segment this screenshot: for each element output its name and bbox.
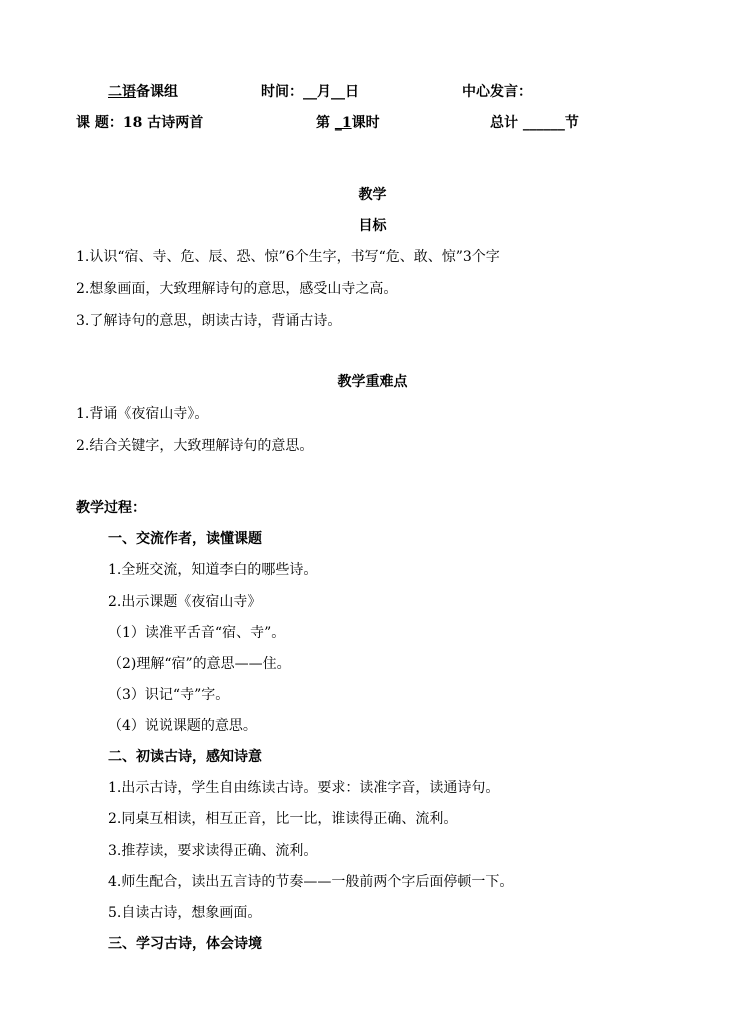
day-blank: __ <box>331 84 345 100</box>
section1-title: 一、交流作者，读懂课题 <box>108 531 262 547</box>
section3-title: 三、学习古诗，体会诗境 <box>108 936 262 952</box>
section1-item: （4）说说课题的意思。 <box>108 718 257 734</box>
time-label: 时间： <box>261 84 303 100</box>
lesson-number: _1 <box>334 115 352 131</box>
section2-item: 3.推荐读，要求读得正确、流利。 <box>108 843 318 859</box>
time-field <box>261 82 359 102</box>
objective-item: 2.想象画面，大致理解诗句的意思，感受山寺之高。 <box>76 281 398 297</box>
total-field <box>490 113 579 133</box>
section1-item: （2)理解“宿”的意思——住。 <box>108 656 291 672</box>
section1-item: （3）识记“寺”字。 <box>108 687 230 703</box>
section2-item: 5.自读古诗，想象画面。 <box>108 905 262 921</box>
key-points-heading: 教学重难点 <box>337 374 408 390</box>
key-point-item: 1.背诵《夜宿山寺》。 <box>76 406 209 422</box>
objectives-heading-line2: 目标 <box>358 218 387 234</box>
topic-title: 18 古诗两首 <box>122 115 204 131</box>
month-blank: __ <box>303 84 317 100</box>
section2-item: 1.出示古诗，学生自由练读古诗。要求：读准字音，读通诗句。 <box>108 780 500 796</box>
section1-item: 1.全班交流，知道李白的哪些诗。 <box>108 562 318 578</box>
group-field <box>108 82 178 102</box>
topic-label: 课 题： <box>76 115 123 131</box>
total-label: 总计 <box>490 115 523 131</box>
process-heading: 教学过程： <box>76 500 146 516</box>
objectives-heading-line1: 教学 <box>358 187 387 203</box>
objective-item: 1.认识“宿、寺、危、辰、恐、惊”6个生字，书写“危、敢、惊”3个字 <box>76 249 500 265</box>
objective-item: 3.了解诗句的意思，朗读古诗，背诵古诗。 <box>76 313 342 329</box>
section2-item: 4.师生配合，读出五言诗的节奏——一般前两个字后面停顿一下。 <box>108 874 514 890</box>
section1-item: 2.出示课题《夜宿山寺》 <box>108 594 262 610</box>
month-label: 月 <box>317 84 331 100</box>
total-suffix: 节 <box>564 115 579 131</box>
speaker-label: 中心发言： <box>462 84 532 100</box>
topic-field <box>76 113 203 133</box>
lesson-prefix: 第 <box>316 115 335 131</box>
lesson-field <box>316 113 380 133</box>
key-point-item: 2.结合关键字，大致理解诗句的意思。 <box>76 438 314 454</box>
group-suffix: 备课组 <box>136 84 178 100</box>
lesson-suffix: 课时 <box>351 115 380 131</box>
section2-title: 二、初读古诗，感知诗意 <box>108 749 262 765</box>
section1-item: （1）读准平舌音“宿、寺”。 <box>108 625 286 641</box>
total-blank: ______ <box>522 115 565 131</box>
group-prefix: 二语 <box>108 84 136 100</box>
section2-item: 2.同桌互相读，相互正音，比一比，谁读得正确、流利。 <box>108 811 458 827</box>
day-label: 日 <box>345 84 359 100</box>
